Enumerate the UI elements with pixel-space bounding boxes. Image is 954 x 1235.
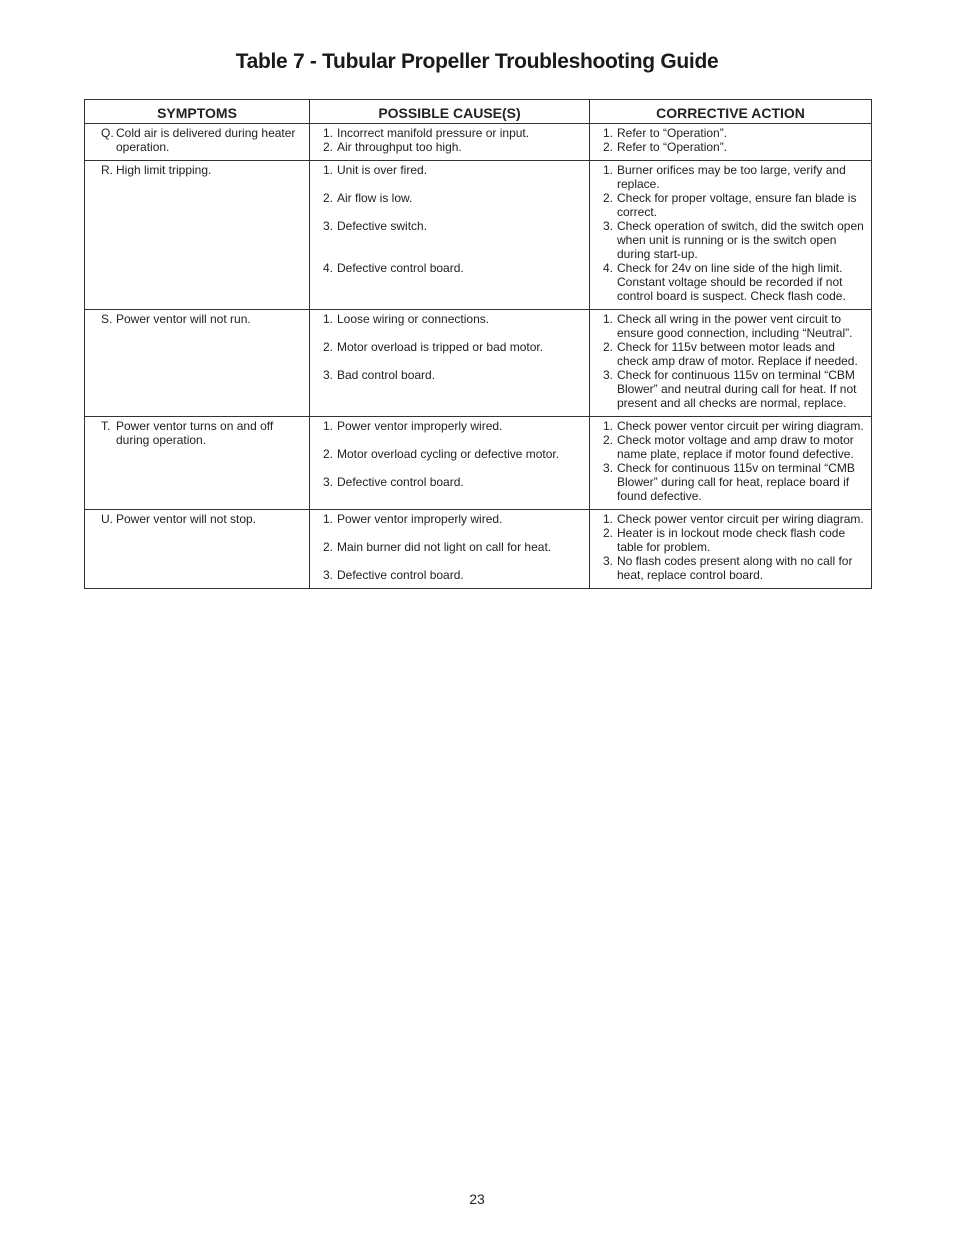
table-row — [85, 510, 872, 589]
cause-item — [323, 340, 583, 354]
actions-cell — [590, 124, 872, 161]
cause-text: Power ventor improperly wired. — [337, 419, 503, 433]
action-item — [603, 433, 865, 461]
cause-number: 1. — [323, 512, 334, 526]
symptom-text: High limit tripping. — [116, 163, 212, 177]
cause-item — [323, 191, 583, 205]
table-row — [85, 161, 872, 310]
symptom-letter: R. — [101, 163, 113, 177]
action-item — [603, 368, 865, 410]
cause-item — [323, 540, 583, 554]
action-text: Heater is in lockout mode check flash code table for problem. — [617, 526, 846, 554]
cause-number: 4. — [323, 261, 334, 275]
symptoms-header: SYMPTOMS — [85, 100, 310, 124]
symptom-cell — [85, 417, 310, 510]
cause-number: 2. — [323, 340, 334, 354]
action-text: Refer to “Operation”. — [617, 140, 728, 154]
action-number: 1. — [603, 512, 614, 526]
action-item — [603, 312, 865, 340]
cause-text: Air throughput too high. — [337, 140, 462, 154]
cause-item — [323, 140, 583, 154]
table-body — [85, 124, 872, 589]
symptom-letter: Q. — [101, 126, 114, 140]
action-text: Burner orifices may be too large, verify and replace. — [617, 163, 846, 191]
causes-cell — [310, 510, 590, 589]
causes-cell — [310, 124, 590, 161]
action-number: 2. — [603, 340, 614, 354]
causes-header: POSSIBLE CAUSE(S) — [310, 100, 590, 124]
cause-number: 2. — [323, 540, 334, 554]
cause-number: 3. — [323, 475, 334, 489]
symptom-letter: T. — [101, 419, 111, 433]
action-number: 2. — [603, 140, 614, 154]
actions-cell — [590, 510, 872, 589]
action-text: Check all wring in the power vent circuit to ensure good connection, including “Neutral”. — [617, 312, 853, 340]
cause-item — [323, 447, 583, 461]
actions-cell — [590, 417, 872, 510]
symptom-letter: S. — [101, 312, 113, 326]
actions-cell — [590, 310, 872, 417]
action-text: Check motor voltage and amp draw to motor name plate, replace if motor found defective. — [617, 433, 854, 461]
action-item — [603, 219, 865, 261]
cause-item — [323, 312, 583, 326]
table-row — [85, 124, 872, 161]
action-text: Check power ventor circuit per wiring diagram. — [617, 512, 864, 526]
cause-text: Defective control board. — [337, 475, 464, 489]
symptom-item — [101, 419, 303, 447]
cause-item — [323, 475, 583, 489]
action-number: 2. — [603, 191, 614, 205]
action-number: 1. — [603, 163, 614, 177]
cause-number: 1. — [323, 312, 334, 326]
cause-text: Air flow is low. — [337, 191, 413, 205]
action-item — [603, 140, 865, 154]
causes-cell — [310, 161, 590, 310]
cause-number: 3. — [323, 368, 334, 382]
action-number: 3. — [603, 554, 614, 568]
action-item — [603, 340, 865, 368]
table-row — [85, 417, 872, 510]
cause-text: Defective control board. — [337, 261, 464, 275]
cause-number: 2. — [323, 191, 334, 205]
symptom-letter: U. — [101, 512, 113, 526]
action-number: 4. — [603, 261, 614, 275]
actions-header: CORRECTIVE ACTION — [590, 100, 872, 124]
action-text: No flash codes present along with no call for heat, replace control board. — [617, 554, 853, 582]
cause-text: Incorrect manifold pressure or input. — [337, 126, 530, 140]
action-text: Check for 115v between motor leads and check amp draw of motor. Replace if needed. — [617, 340, 858, 368]
symptom-cell — [85, 310, 310, 417]
action-text: Check power ventor circuit per wiring diagram. — [617, 419, 864, 433]
symptom-item — [101, 163, 303, 177]
cause-item — [323, 219, 583, 233]
cause-item — [323, 368, 583, 382]
action-item — [603, 461, 865, 503]
symptom-item — [101, 312, 303, 326]
cause-item — [323, 512, 583, 526]
cause-number: 1. — [323, 126, 334, 140]
symptom-text: Power ventor will not stop. — [116, 512, 257, 526]
cause-text: Main burner did not light on call for heat. — [337, 540, 552, 554]
actions-cell — [590, 161, 872, 310]
action-item — [603, 554, 865, 582]
symptom-cell — [85, 161, 310, 310]
action-item — [603, 512, 865, 526]
cause-text: Defective switch. — [337, 219, 428, 233]
action-item — [603, 126, 865, 140]
action-number: 3. — [603, 219, 614, 233]
action-item — [603, 163, 865, 191]
action-text: Check for continuous 115v on terminal “CMB Blower” during call for heat, replace board if found defective. — [617, 461, 855, 503]
action-item — [603, 261, 865, 303]
symptom-cell — [85, 124, 310, 161]
action-text: Refer to “Operation”. — [617, 126, 728, 140]
cause-text: Defective control board. — [337, 568, 464, 582]
action-number: 2. — [603, 433, 614, 447]
troubleshooting-table — [84, 99, 872, 589]
cause-item — [323, 568, 583, 582]
causes-cell — [310, 310, 590, 417]
symptom-cell — [85, 510, 310, 589]
action-number: 2. — [603, 526, 614, 540]
symptom-text: Power ventor turns on and off during operation. — [116, 419, 274, 447]
action-text: Check for continuous 115v on terminal “CBM Blower” and neutral during call for heat. If not present and all checks are normal, replace. — [617, 368, 857, 410]
cause-text: Power ventor improperly wired. — [337, 512, 503, 526]
action-item — [603, 191, 865, 219]
cause-text: Unit is over fired. — [337, 163, 428, 177]
table-header-row — [85, 100, 872, 124]
action-item — [603, 526, 865, 554]
cause-text: Motor overload is tripped or bad motor. — [337, 340, 544, 354]
cause-item — [323, 261, 583, 275]
cause-item — [323, 419, 583, 433]
cause-number: 1. — [323, 419, 334, 433]
cause-item — [323, 163, 583, 177]
cause-item — [323, 126, 583, 140]
cause-number: 2. — [323, 447, 334, 461]
cause-text: Bad control board. — [337, 368, 436, 382]
symptom-item — [101, 126, 303, 154]
action-text: Check for proper voltage, ensure fan blade is correct. — [617, 191, 857, 219]
causes-cell — [310, 417, 590, 510]
symptom-text: Cold air is delivered during heater operation. — [116, 126, 296, 154]
action-number: 3. — [603, 461, 614, 475]
cause-number: 3. — [323, 219, 334, 233]
action-number: 1. — [603, 312, 614, 326]
cause-number: 3. — [323, 568, 334, 582]
cause-text: Loose wiring or connections. — [337, 312, 490, 326]
action-text: Check operation of switch, did the switch open when unit is running or is the switch open during start-up. — [617, 219, 864, 261]
action-number: 1. — [603, 126, 614, 140]
action-number: 1. — [603, 419, 614, 433]
page-title: Table 7 - Tubular Propeller Troubleshooting Guide — [235, 50, 719, 73]
page-number: 23 — [469, 1191, 485, 1207]
cause-number: 2. — [323, 140, 334, 154]
action-item — [603, 419, 865, 433]
cause-number: 1. — [323, 163, 334, 177]
symptom-item — [101, 512, 303, 526]
symptom-text: Power ventor will not run. — [116, 312, 251, 326]
table-row — [85, 310, 872, 417]
action-text: Check for 24v on line side of the high limit. Constant voltage should be recorded if not control board is suspect. Check flash code. — [617, 261, 846, 303]
action-number: 3. — [603, 368, 614, 382]
cause-text: Motor overload cycling or defective motor. — [337, 447, 560, 461]
